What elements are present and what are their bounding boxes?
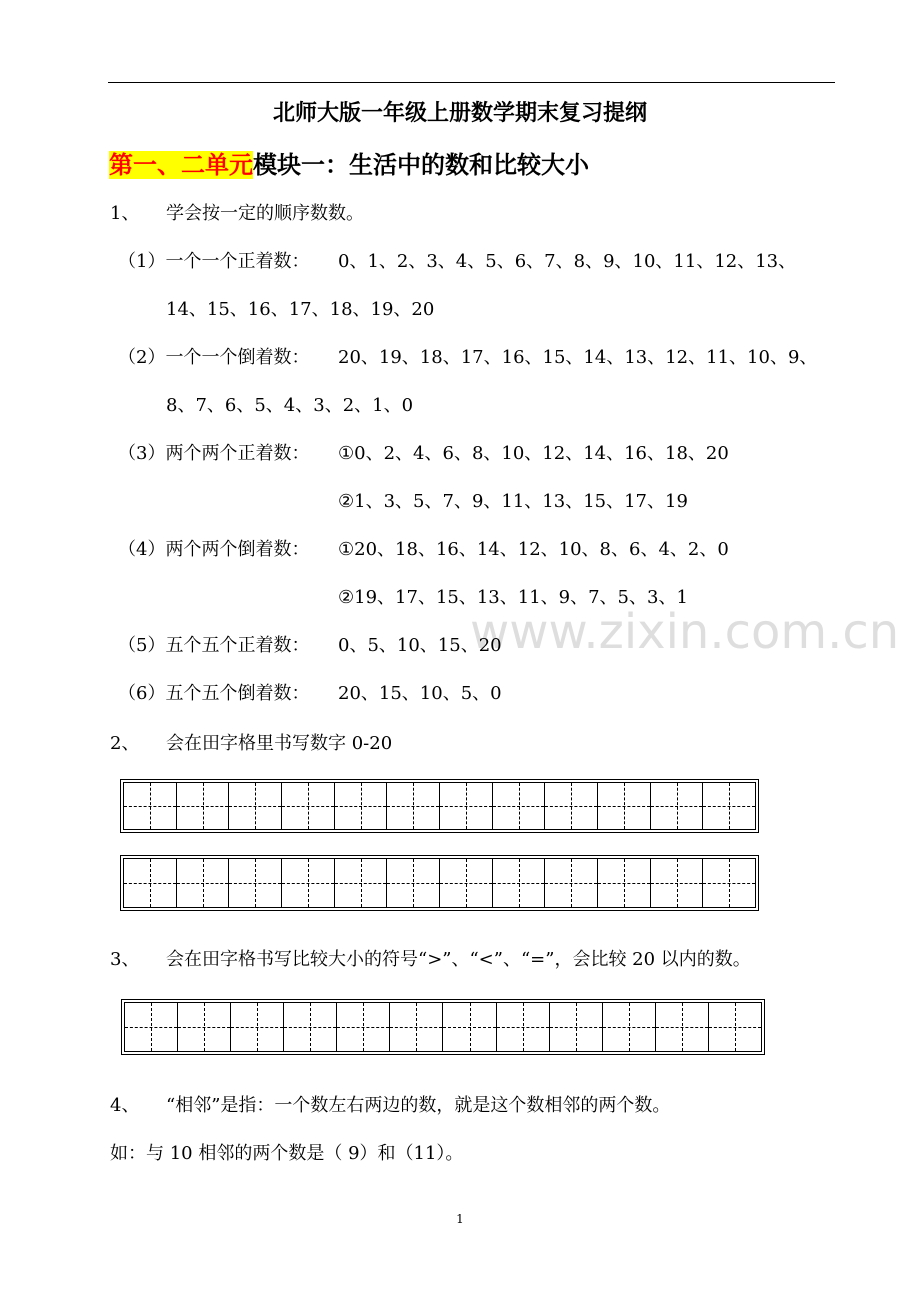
sub-6-line1: 20、15、10、5、0 — [338, 683, 502, 704]
grid-cell — [387, 783, 440, 829]
grid-cell — [656, 1003, 709, 1051]
grid-cell — [124, 859, 177, 907]
writing-grid-3 — [121, 999, 765, 1055]
sub-6-label: （6）五个五个倒着数： — [118, 683, 310, 704]
sub-1-line1: 0、1、2、3、4、5、6、7、8、9、10、11、12、13、 — [338, 251, 797, 272]
item-3-number: 3、 — [110, 949, 140, 970]
grid-cell — [598, 783, 651, 829]
grid-cell — [709, 1003, 761, 1051]
writing-grid-1 — [120, 779, 759, 833]
grid-cell — [335, 783, 388, 829]
grid-cell — [497, 1003, 550, 1051]
grid-cell — [440, 783, 493, 829]
grid-cell — [443, 1003, 496, 1051]
grid-cell — [177, 859, 230, 907]
item-1-text: 学会按一定的顺序数数。 — [166, 203, 364, 224]
grid-cell — [229, 783, 282, 829]
grid-cell — [651, 859, 704, 907]
sub-4-label: （4）两个两个倒着数： — [118, 539, 310, 560]
page-number: 1 — [456, 1212, 464, 1226]
item-4-number: 4、 — [110, 1095, 140, 1116]
grid-cell — [284, 1003, 337, 1051]
document-title: 北师大版一年级上册数学期末复习提纲 — [272, 101, 647, 126]
grid-cell — [282, 783, 335, 829]
grid-cell — [335, 859, 388, 907]
sub-4-line1: ①20、18、16、14、12、10、8、6、4、2、0 — [338, 539, 729, 560]
item-2-text: 会在田字格里书写数字 0-20 — [166, 733, 393, 754]
sub-2-line2: 8、7、6、5、4、3、2、1、0 — [166, 395, 414, 416]
grid-cell — [125, 1003, 178, 1051]
grid-cell — [550, 1003, 603, 1051]
grid-cell — [703, 859, 755, 907]
sub-3-line2: ②1、3、5、7、9、11、13、15、17、19 — [338, 491, 688, 512]
example-text: 如：与 10 相邻的两个数是（ 9）和（11）。 — [110, 1143, 464, 1164]
grid-cell — [387, 859, 440, 907]
grid-cell — [703, 783, 755, 829]
grid-cell — [440, 859, 493, 907]
item-3-text: 会在田字格书写比较大小的符号“>”、“<”、“=”，会比较 20 以内的数。 — [166, 949, 751, 970]
sub-3-line1: ①0、2、4、6、8、10、12、14、16、18、20 — [338, 443, 729, 464]
sub-2-label: （2）一个一个倒着数： — [118, 347, 310, 368]
grid-cell — [545, 783, 598, 829]
sub-2-line1: 20、19、18、17、16、15、14、13、12、11、10、9、 — [338, 347, 818, 368]
sub-5-label: （5）五个五个正着数： — [118, 635, 310, 656]
grid-cell — [178, 1003, 231, 1051]
grid-cell — [337, 1003, 390, 1051]
grid-cell — [493, 859, 546, 907]
item-4-text: “相邻”是指：一个数左右两边的数，就是这个数相邻的两个数。 — [166, 1095, 671, 1116]
section-title: 模块一：生活中的数和比较大小 — [253, 151, 589, 179]
sub-1-label: （1）一个一个正着数： — [118, 251, 310, 272]
item-2-number: 2、 — [110, 733, 140, 754]
grid-cell — [493, 783, 546, 829]
watermark: www.zixin.com.cn — [470, 604, 900, 660]
grid-cell — [651, 783, 704, 829]
header-rule — [108, 82, 835, 83]
writing-grid-2 — [120, 855, 759, 911]
section-highlight: 第一、二单元 — [109, 151, 253, 179]
grid-cell — [177, 783, 230, 829]
grid-cell — [598, 859, 651, 907]
sub-5-line1: 0、5、10、15、20 — [338, 635, 502, 656]
grid-cell — [282, 859, 335, 907]
grid-cell — [231, 1003, 284, 1051]
grid-cell — [603, 1003, 656, 1051]
grid-cell — [124, 783, 177, 829]
grid-cell — [390, 1003, 443, 1051]
grid-cell — [545, 859, 598, 907]
grid-cell — [229, 859, 282, 907]
sub-3-label: （3）两个两个正着数： — [118, 443, 310, 464]
section-heading — [109, 145, 589, 180]
sub-1-line2: 14、15、16、17、18、19、20 — [166, 299, 435, 320]
item-1-number: 1、 — [110, 203, 140, 224]
sub-4-line2: ②19、17、15、13、11、9、7、5、3、1 — [338, 587, 688, 608]
